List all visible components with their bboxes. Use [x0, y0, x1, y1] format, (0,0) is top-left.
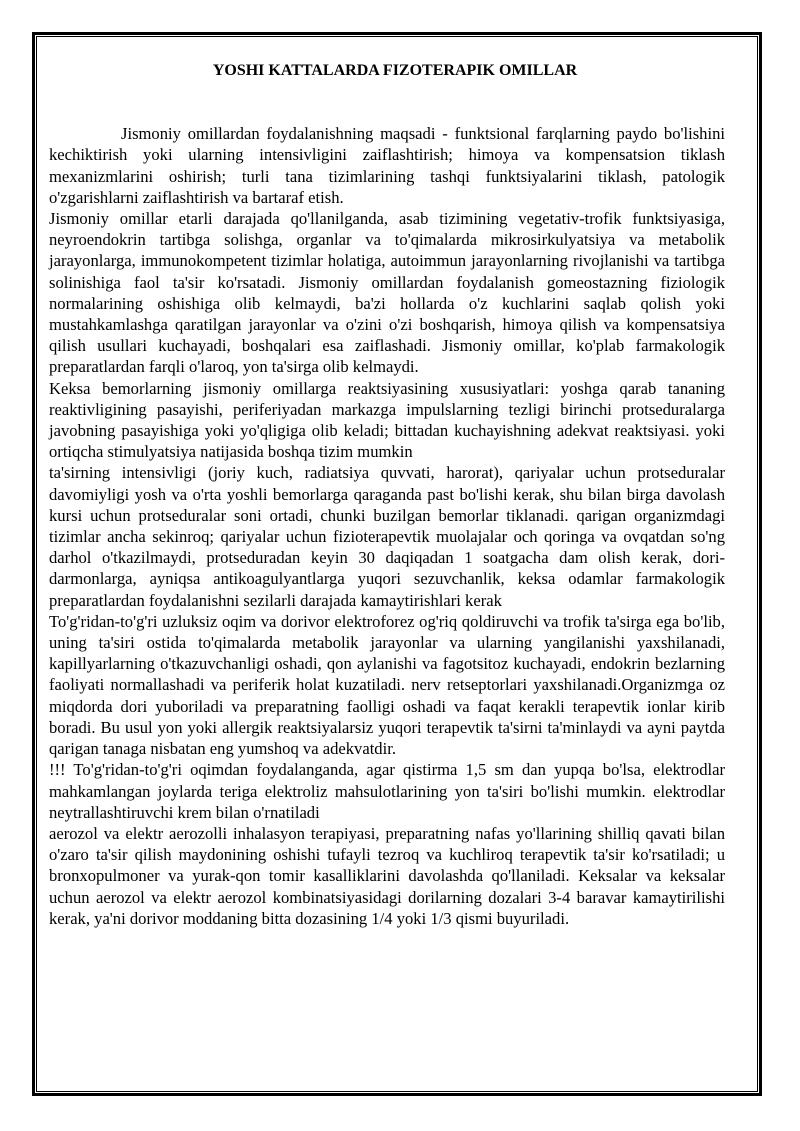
paragraph-5: To'g'ridan-to'g'ri uzluksiz oqim va dorivor elektroforez og'riq qoldiruvchi va trofik ta'sirga ega bo'lib, uning ta'siri ostida to'qimalarda metabolik jarayonlar va ularning yangilanishi yaxshilanadi, kapillyarlarning o'tkazuvchanligi oshadi, qon aylanishi va fagotsitoz kuchayadi, endokrin bezlarning faoliyati normallashadi va periferik holat kuzatiladi. nerv retseptorlari yaxshilanadi.Organizmga oz miqdorda dori yuboriladi va preparatning faolligi oshadi va faqat kerakli terapevtik ionlar kirib boradi. Bu usul yon yoki allergik reaktsiyalarsiz yuqori terapevtik ta'sirni ta'minlaydi va ayni paytda qarigan tanaga nisbatan eng yumshoq va adekvatdir.: [49, 611, 725, 759]
document-title: YOSHI KATTALARDA FIZOTERAPIK OMILLAR: [212, 62, 578, 79]
paragraph-2: Jismoniy omillar etarli darajada qo'llanilganda, asab tizimining vegetativ-trofik funktsiyasiga, neyroendokrin tartibga solishga, organlar va to'qimalarda mikrosirkulyatsiya va metabolik jarayonlarga, immunokompetent tizimlar holatiga, autoimmun jarayonlarning rivojlanishi va tartibga solinishiga faol ta'sir ko'rsatadi. Jismoniy omillardan foydalanish gomeostazning fiziologik normalarining oshishiga olib kelmaydi, ba'zi hollarda o'z kuchlarini saqlab qolish yoki mustahkamlashga qaratilgan jarayonlar va o'zini o'zi boshqarish, himoya qilish va kompensatsiya qilish usullari kuchayadi, boshqalari esa zaiflashadi. Jismoniy omillar, ko'plab farmakologik preparatlardan farqli o'laroq, yon ta'sirga olib kelmaydi.: [49, 209, 725, 377]
paragraph-3: Keksa bemorlarning jismoniy omillarga reaktsiyasining xususiyatlari: yoshga qarab tananing reaktivligining pasayishi, periferiyadan markazga impulslarning tezligi birinchi protseduralarga javobning pasayishiga yoki yo'qligiga olib keladi; bittadan kuchayishning adekvat reaktsiyasi. yoki ortiqcha stimulyatsiya natijasida boshqa tizim mumkin: [49, 378, 725, 462]
document-body: [49, 60, 725, 929]
paragraph-6: !!! To'g'ridan-to'g'ri oqimdan foydalanganda, agar qistirma 1,5 sm dan yupqa bo'lsa, elektrodlar mahkamlangan joylarda teriga elektroliz mahsulotlarining yon ta'siri bo'lishi mumkin. elektrodlar neytrallashtiruvchi krem bilan o'rnatiladi: [49, 760, 725, 822]
paragraph-4: ta'sirning intensivligi (joriy kuch, radiatsiya quvvati, harorat), qariyalar uchun protseduralar davomiyligi yosh va o'rta yoshli bemorlarga qaraganda past bo'lishi kerak, shu bilan birga davolash kursi uchun protseduralar soni ortadi, chunki buzilgan bemorlar tiklanadi. qarigan organizmdagi tizimlar ancha sekinroq; qariyalar uchun fizioterapevtik muolajalar och qoringa va ovqatdan so'ng darhol o'tkazilmaydi, protseduradan keyin 30 daqiqadan 1 soatgacha dam olish kerak, dori-darmonlarga, ayniqsa antikoagulyantlarga yuqori sezuvchanlik, keksa odamlar farmakologik preparatlardan foydalanishni sezilarli darajada kamaytirishlari kerak: [49, 463, 725, 610]
paragraph-1: Jismoniy omillardan foydalanishning maqsadi - funktsional farqlarning paydo bo'lishini kechiktirish yoki ularning intensivligini zaiflashtirish; himoya va kompensatsion tiklash mexanizmlarini oshirish; turli tana tizimlarining tashqi funktsiyalarini tiklash, patologik o'zgarishlarni zaiflashtirish va bartaraf etish.: [49, 124, 725, 207]
paragraph-7: aerozol va elektr aerozolli inhalasyon terapiyasi, preparatning nafas yo'llarining shilliq qavati bilan o'zaro ta'sir qilish maydonining oshishi tufayli tezroq va kuchliroq terapevtik ta'sir ko'rsatiladi; u bronxopulmoner va yurak-qon tomir kasalliklarini davolashda qo'llaniladi. Keksalar va keksalar uchun aerozol va elektr aerozol kombinatsiyasidagi dorilarning dozalari 3-4 baravar kamaytirilishi kerak, ya'ni dorivor moddaning bitta dozasining 1/4 yoki 1/3 qismi buyuriladi.: [49, 823, 725, 928]
